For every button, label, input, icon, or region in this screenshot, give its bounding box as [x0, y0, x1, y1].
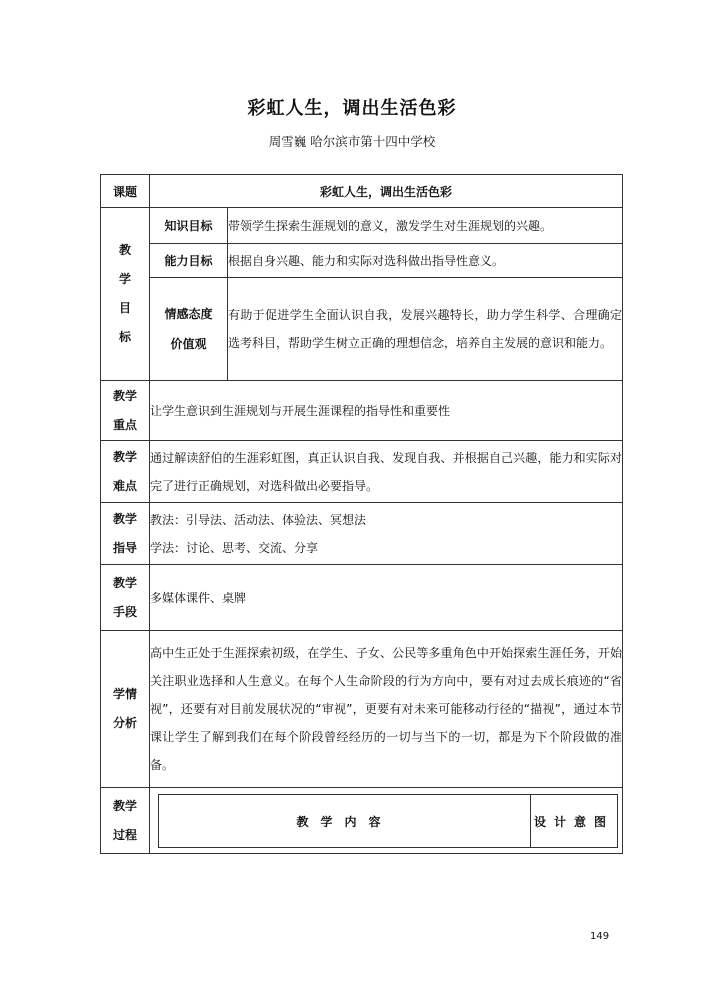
learning-methods: 学法：讨论、思考、交流、分享: [150, 540, 319, 555]
objectives-label: 教 学 目 标: [101, 208, 150, 381]
page-number: 149: [590, 931, 610, 942]
objective-row-ability: [101, 244, 623, 278]
knowledge-objective-label: 知识目标: [150, 208, 228, 244]
guidance-text: [150, 503, 623, 565]
means-row: [101, 565, 623, 631]
analysis-row: [101, 631, 623, 788]
knowledge-objective-text: 带领学生探索生涯规划的意义，激发学生对生涯规划的兴趣。: [228, 208, 623, 244]
guidance-label: 教学 指导: [101, 503, 150, 565]
analysis-label: 学情 分析: [101, 631, 150, 788]
lesson-plan-table: [100, 174, 623, 854]
document-title: 彩虹人生，调出生活色彩: [247, 98, 457, 119]
topic-row: [101, 175, 623, 208]
objective-row-knowledge: [101, 208, 623, 244]
difficulties-label: 教学 难点: [101, 441, 150, 503]
means-text: 多媒体课件、桌牌: [150, 565, 623, 631]
topic-label: 课题: [101, 175, 150, 208]
analysis-text: 高中生正处于生涯探索初级，在学生、子女、公民等多重角色中开始探索生涯任务，开始关注职业选择和人生意义。在每个人生命阶段的行为方向中，要有对过去成长痕迹的“省视”，还要有对目前发展状况的“审视”，更要有对未来可能移动行径的“描视”，通过本节课让学生了解到我们在每个阶段曾经经历的一切与当下的一切，都是为下个阶段做的准备。: [150, 631, 623, 788]
objective-row-emotion: [101, 278, 623, 381]
means-label: 教学 手段: [101, 565, 150, 631]
process-headers: [150, 788, 623, 854]
key-points-text: 让学生意识到生涯规划与开展生涯课程的指导性和重要性: [150, 381, 623, 441]
topic-value: 彩虹人生，调出生活色彩: [150, 175, 623, 208]
guidance-row: [101, 503, 623, 565]
process-row: [101, 788, 623, 854]
process-label: 教学 过程: [101, 788, 150, 854]
key-points-label: 教学 重点: [101, 381, 150, 441]
difficulties-row: [101, 441, 623, 503]
ability-objective-text: 根据自身兴趣、能力和实际对选科做出指导性意义。: [228, 244, 623, 278]
author-line: 周雪巍 哈尔滨市第十四中学校: [268, 134, 436, 149]
key-points-row: [101, 381, 623, 441]
emotion-objective-text: 有助于促进学生全面认识自我，发展兴趣特长，助力学生科学、合理确定选考科目，帮助学生树立正确的理想信念，培养自主发展的意识和能力。: [228, 278, 623, 381]
design-header: 设计意图: [531, 795, 618, 848]
emotion-objective-label: 情感态度 价值观: [150, 278, 228, 381]
difficulties-text: 通过解读舒伯的生涯彩虹图，真正认识自我、发现自我、并根据自己兴趣，能力和实际对完了进行正确规划，对选科做出必要指导。: [150, 441, 623, 503]
content-header: 教学内容: [159, 795, 531, 848]
ability-objective-label: 能力目标: [150, 244, 228, 278]
teaching-methods: 教法：引导法、活动法、体验法、冥想法: [150, 512, 367, 527]
